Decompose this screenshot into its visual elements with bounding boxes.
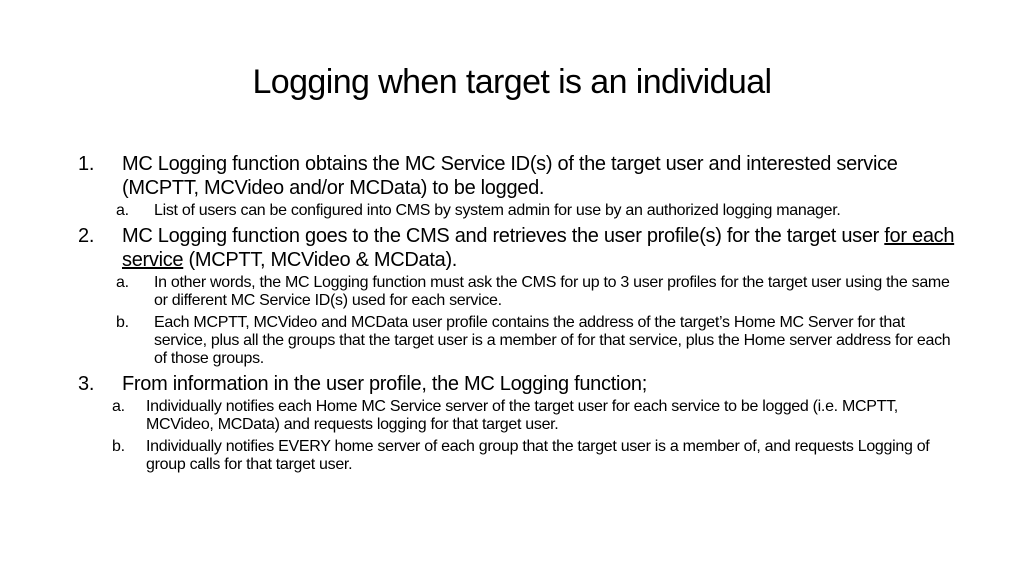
sub-item-2b xyxy=(116,314,958,368)
list-number: 1. xyxy=(78,153,95,175)
sub-item-text: List of users can be configured into CMS by system admin for use by an authorized logging manager. xyxy=(154,202,841,219)
list-item-3 xyxy=(78,372,958,396)
list-item-text: From information in the user profile, the MC Logging function; xyxy=(122,373,648,395)
slide-body xyxy=(78,152,958,478)
list-number: 2. xyxy=(78,225,95,247)
list-number: 3. xyxy=(78,373,95,395)
sub-letter: a. xyxy=(116,274,129,291)
sub-letter: b. xyxy=(116,314,129,331)
sub-item-3a xyxy=(112,398,958,434)
slide-title: Logging when target is an individual xyxy=(252,63,772,101)
sub-item-3b xyxy=(112,438,958,474)
sub-letter: a. xyxy=(116,202,129,219)
sub-item-text: Each MCPTT, MCVideo and MCData user profile contains the address of the target’s Home MC Server for that service, plus all the groups that the target user is a member of for that service, plus the Home server address for each of those groups. xyxy=(154,314,951,367)
sub-letter: b. xyxy=(112,438,125,455)
sub-item-text: Individually notifies each Home MC Service server of the target user for each service to be logged (i.e. MCPTT, MCVideo, MCData) and requests logging for that target user. xyxy=(146,398,898,433)
list-item-2 xyxy=(78,224,958,272)
list-item-text-underlined: for each service xyxy=(122,225,955,271)
list-item-text-after: (MCPTT, MCVideo & MCData). xyxy=(183,249,458,271)
sub-letter: a. xyxy=(112,398,125,415)
list-item-text-before: MC Logging function goes to the CMS and retrieves the user profile(s) for the target user xyxy=(122,225,885,247)
list-item-text: MC Logging function obtains the MC Service ID(s) of the target user and interested service (MCPTT, MCVideo and/or MCData) to be logged. xyxy=(122,153,898,199)
sub-item-text: In other words, the MC Logging function must ask the CMS for up to 3 user profiles for the target user using the same or different MC Service ID(s) used for each service. xyxy=(154,274,950,309)
sub-item-1a xyxy=(116,202,958,220)
sub-item-2a xyxy=(116,274,958,310)
sub-item-text: Individually notifies EVERY home server of each group that the target user is a member of, and requests Logging of group calls for that target user. xyxy=(146,438,930,473)
list-item-1 xyxy=(78,152,958,200)
